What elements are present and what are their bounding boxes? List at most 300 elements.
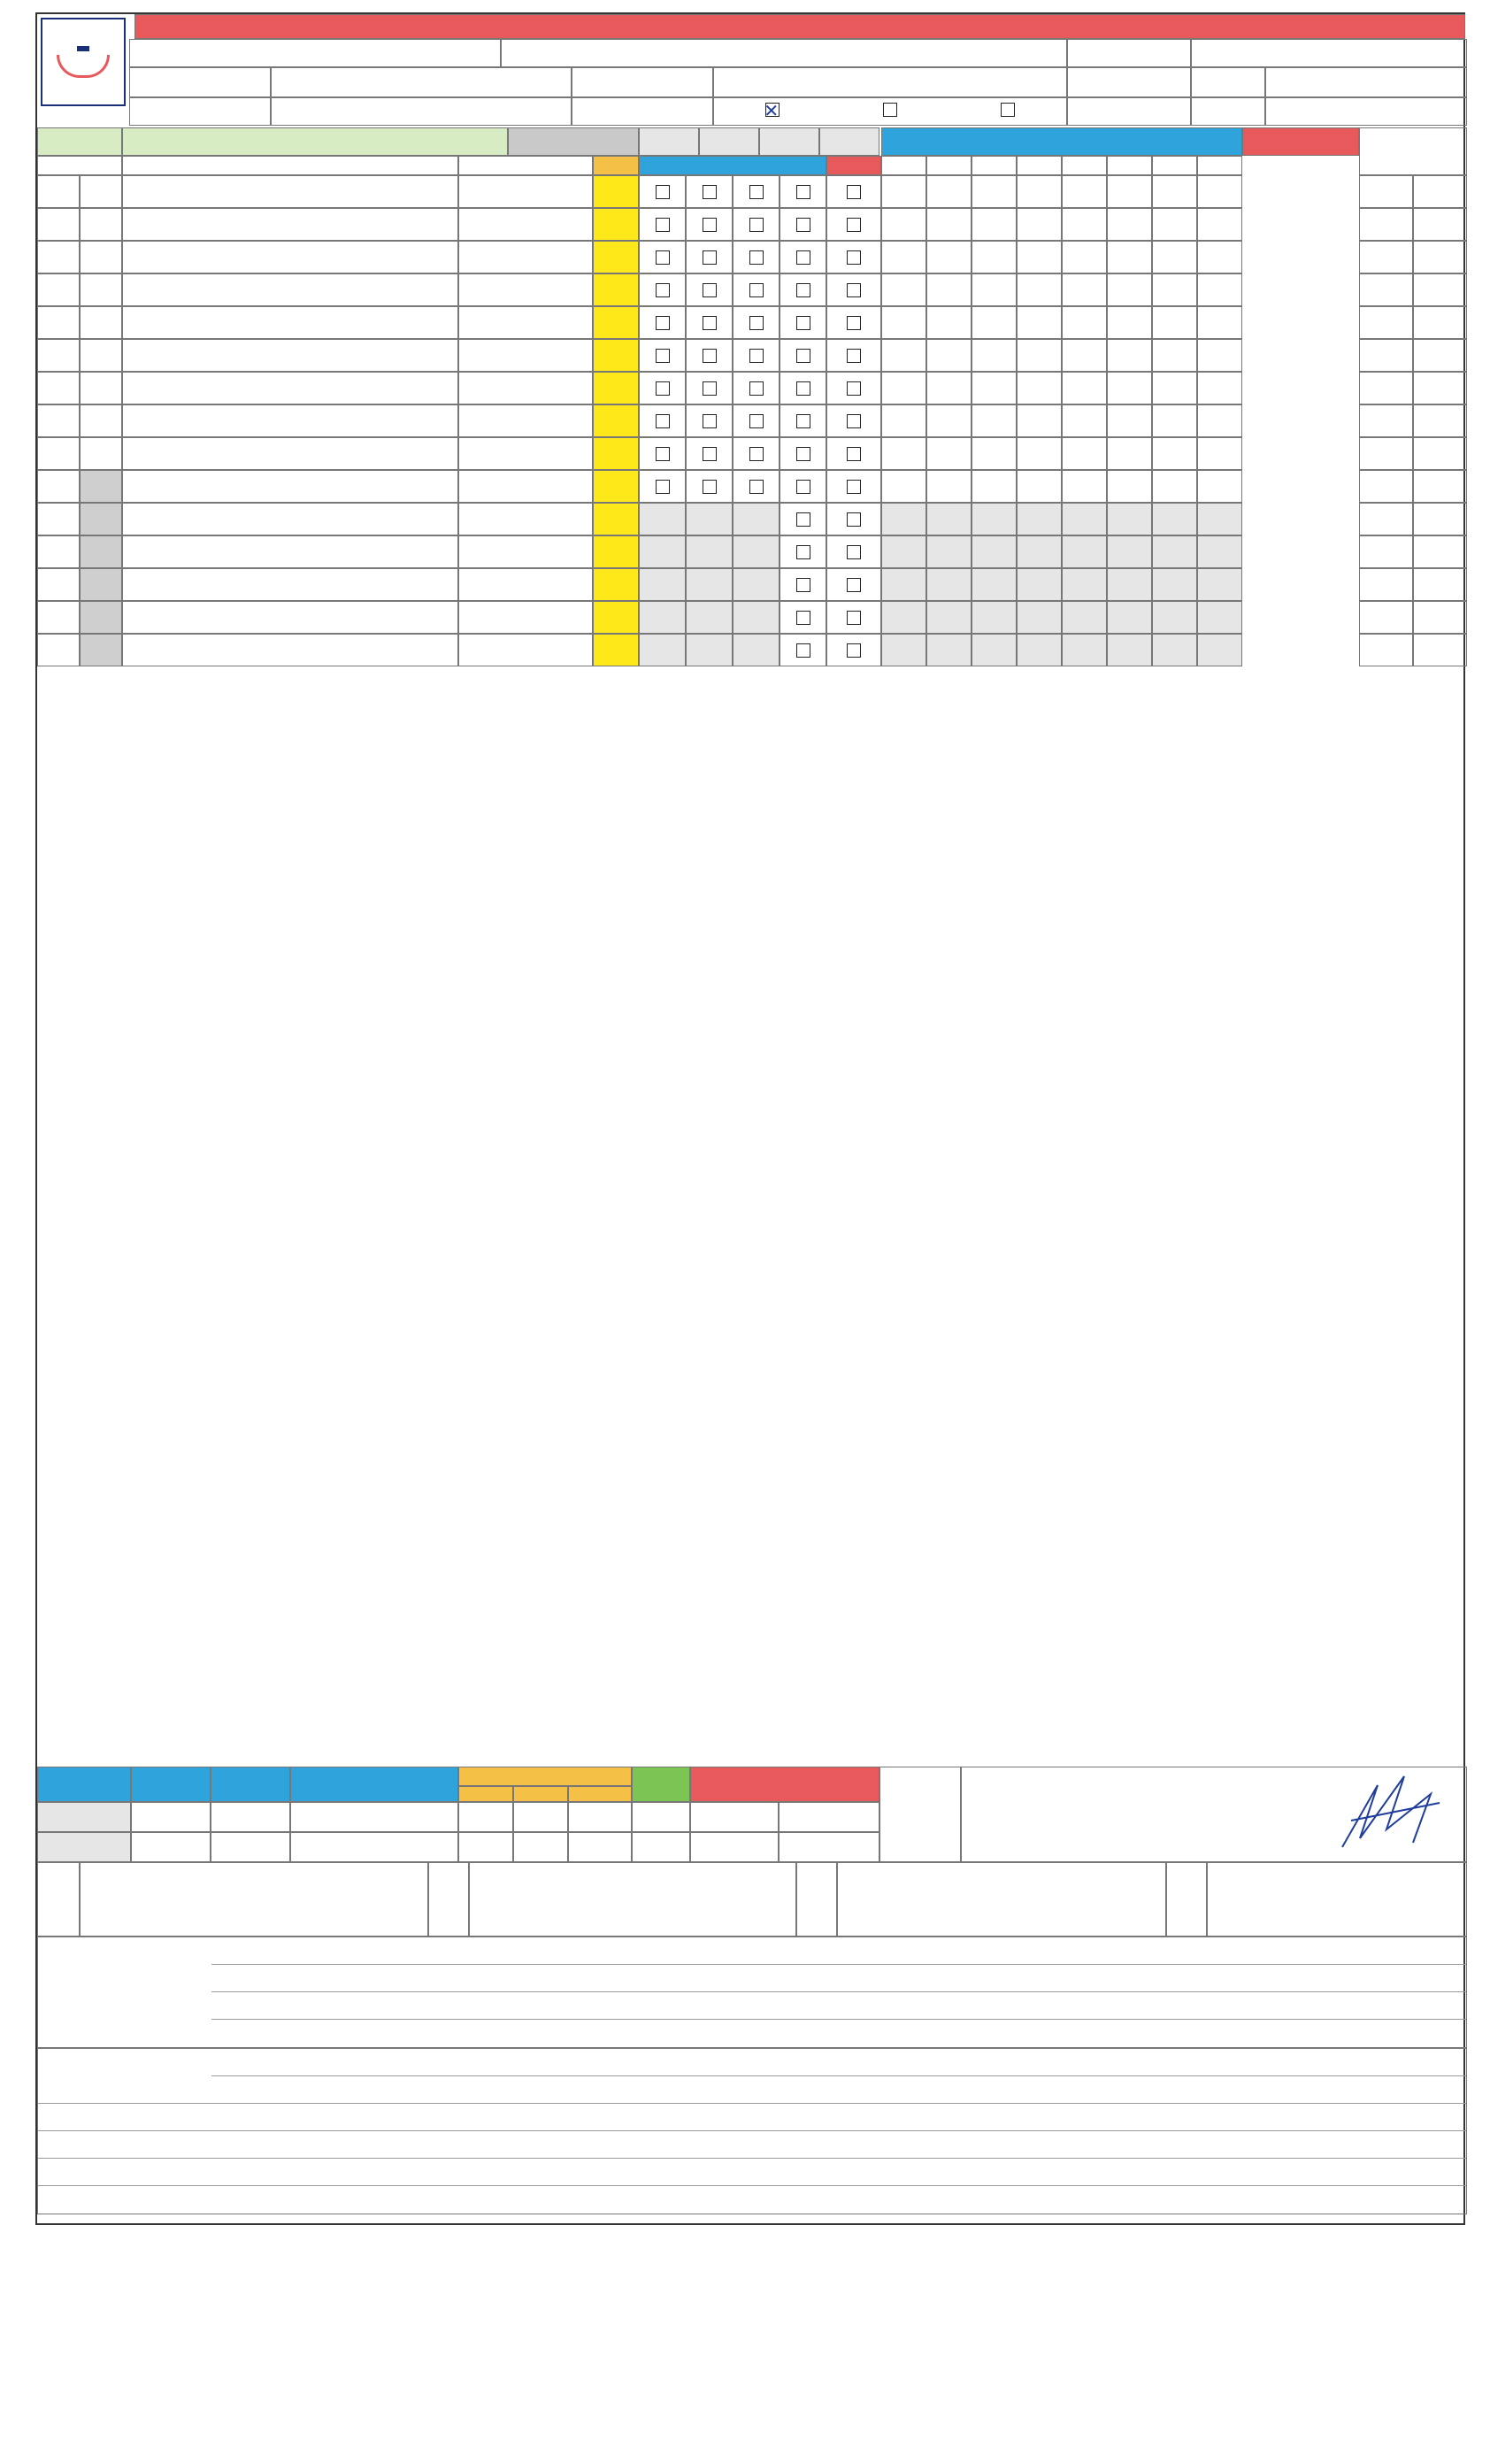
local-inf-cell[interactable]: [972, 535, 1017, 568]
local-row-number[interactable]: [80, 306, 122, 339]
local-inf-cell[interactable]: [1017, 470, 1062, 503]
local-inf-cell[interactable]: [1017, 437, 1062, 470]
local-inf-cell[interactable]: [1062, 634, 1107, 666]
local-falta-right[interactable]: [1413, 175, 1467, 208]
local-inf-col: [1107, 156, 1152, 175]
local-card-checkbox[interactable]: [796, 447, 810, 461]
local-row-carnet[interactable]: [458, 437, 593, 470]
local-row-name[interactable]: [122, 339, 458, 372]
local-card-checkbox[interactable]: [656, 480, 670, 494]
local-inf-cell[interactable]: [1017, 634, 1062, 666]
local-row-carnet[interactable]: [458, 535, 593, 568]
local-card-checkbox[interactable]: [749, 349, 764, 363]
local-row-azul-cell: [686, 634, 733, 666]
local-inf-cell[interactable]: [881, 634, 926, 666]
local-row-carnet[interactable]: [458, 306, 593, 339]
local-row-carnet[interactable]: [458, 273, 593, 306]
local-falta-right[interactable]: [1413, 273, 1467, 306]
local-sup1: [458, 1802, 513, 1832]
local-inf-cell[interactable]: [1062, 470, 1107, 503]
local-inf-cell[interactable]: [881, 437, 926, 470]
local-inf-cell[interactable]: [1017, 339, 1062, 372]
local-inf-cell[interactable]: [972, 503, 1017, 535]
local-row-amon[interactable]: [593, 535, 639, 568]
local-inf-cell[interactable]: [1107, 568, 1152, 601]
local-falta-right[interactable]: [1413, 241, 1467, 273]
local-inf-cell[interactable]: [1197, 470, 1242, 503]
local-row-number[interactable]: [80, 601, 122, 634]
local-inf-cell[interactable]: [1017, 208, 1062, 241]
director-signature: [1325, 1767, 1457, 1862]
local-row-number[interactable]: [80, 470, 122, 503]
local-red-card-checkbox[interactable]: [847, 185, 861, 199]
local-falta-left[interactable]: [1359, 634, 1413, 666]
local-row-amon[interactable]: [593, 568, 639, 601]
local-inf-cell[interactable]: [1152, 568, 1197, 601]
local-inf-cell[interactable]: [1062, 208, 1107, 241]
local-card-checkbox[interactable]: [749, 185, 764, 199]
local-inf-cell[interactable]: [926, 535, 972, 568]
local-inf-cell[interactable]: [1197, 634, 1242, 666]
local-card-checkbox[interactable]: [749, 480, 764, 494]
local-card-checkbox[interactable]: [703, 480, 717, 494]
local-inf-cell[interactable]: [1017, 273, 1062, 306]
local-row-name[interactable]: [122, 503, 458, 535]
local-row-number[interactable]: [80, 339, 122, 372]
local-red-card-checkbox[interactable]: [847, 578, 861, 592]
local-inf-cell[interactable]: [926, 568, 972, 601]
local-inf-cell[interactable]: [926, 306, 972, 339]
local-card-checkbox[interactable]: [796, 250, 810, 265]
local-row-name[interactable]: [122, 273, 458, 306]
local-falta-left[interactable]: [1359, 470, 1413, 503]
local-inf-cell[interactable]: [1017, 404, 1062, 437]
local-row-role: [37, 535, 80, 568]
local-red-card-checkbox[interactable]: [847, 218, 861, 232]
local-row-carnet[interactable]: [458, 208, 593, 241]
local-card-checkbox[interactable]: [749, 283, 764, 297]
local-inf-cell[interactable]: [881, 175, 926, 208]
local-inferioridad-short: [1242, 127, 1359, 156]
local-falta-left[interactable]: [1359, 437, 1413, 470]
local-row-name[interactable]: [122, 241, 458, 273]
local-inf-cell[interactable]: [972, 372, 1017, 404]
local-row-carnet[interactable]: [458, 503, 593, 535]
local-inf-cell[interactable]: [1152, 175, 1197, 208]
local-inf-cell[interactable]: [972, 339, 1017, 372]
local-row-name[interactable]: [122, 372, 458, 404]
local-row-name[interactable]: [122, 404, 458, 437]
mixta-option[interactable]: [1001, 103, 1015, 121]
local-card-checkbox[interactable]: [749, 447, 764, 461]
local-period-header: [639, 127, 699, 156]
local-card-checkbox[interactable]: [703, 218, 717, 232]
local-card-checkbox[interactable]: [796, 218, 810, 232]
local-inf-cell[interactable]: [1062, 404, 1107, 437]
local-inf-cell[interactable]: [881, 306, 926, 339]
local-card-checkbox[interactable]: [796, 512, 810, 527]
local-row-number[interactable]: [80, 535, 122, 568]
local-red-card-checkbox[interactable]: [847, 643, 861, 658]
local-red-card-checkbox[interactable]: [847, 250, 861, 265]
local-falta-left[interactable]: [1359, 503, 1413, 535]
local-inf-cell[interactable]: [1062, 437, 1107, 470]
local-inf-cell[interactable]: [1152, 306, 1197, 339]
local-falta-right[interactable]: [1413, 634, 1467, 666]
local-inf-cell[interactable]: [926, 273, 972, 306]
local-card-checkbox[interactable]: [796, 611, 810, 625]
local-inf-cell[interactable]: [1197, 372, 1242, 404]
local-card-checkbox[interactable]: [656, 381, 670, 396]
local-inf-cell[interactable]: [926, 372, 972, 404]
local-inf-cell[interactable]: [1017, 535, 1062, 568]
local-card-checkbox[interactable]: [656, 283, 670, 297]
local-row-amon[interactable]: [593, 339, 639, 372]
fecha-value: [1265, 67, 1467, 97]
local-falta-left[interactable]: [1359, 372, 1413, 404]
local-row-number[interactable]: [80, 568, 122, 601]
local-inf-cell[interactable]: [1062, 273, 1107, 306]
local-row-amon[interactable]: [593, 634, 639, 666]
local-inf-cell[interactable]: [926, 634, 972, 666]
local-inf-cell[interactable]: [972, 273, 1017, 306]
local-inf-cell[interactable]: [881, 470, 926, 503]
local-card-checkbox[interactable]: [749, 218, 764, 232]
visita-sup1: [458, 1832, 513, 1862]
local-inf-cell[interactable]: [1017, 372, 1062, 404]
local-row-name[interactable]: [122, 601, 458, 634]
local-card-checkbox[interactable]: [749, 381, 764, 396]
local-inf-cell[interactable]: [1062, 535, 1107, 568]
local-card-checkbox[interactable]: [796, 283, 810, 297]
local-card-checkbox[interactable]: [703, 414, 717, 428]
local-inf-cell[interactable]: [1197, 241, 1242, 273]
local-row-carnet[interactable]: [458, 470, 593, 503]
local-card-checkbox[interactable]: [796, 643, 810, 658]
local-inf-cell[interactable]: [1107, 634, 1152, 666]
local-card-checkbox[interactable]: [796, 349, 810, 363]
local-row-name[interactable]: [122, 175, 458, 208]
local-row-number[interactable]: [80, 175, 122, 208]
local-inf-cell[interactable]: [1062, 568, 1107, 601]
local-row-roja-cell: [826, 208, 881, 241]
local-red-card-checkbox[interactable]: [847, 414, 861, 428]
local-inf-cell[interactable]: [1152, 503, 1197, 535]
local-row-role: [37, 306, 80, 339]
local-inf-cell[interactable]: [881, 372, 926, 404]
obs-line: [211, 2049, 1466, 2076]
local-inf-cell[interactable]: [1107, 470, 1152, 503]
local-inf-cell[interactable]: [1017, 568, 1062, 601]
local-inf-cell[interactable]: [1197, 273, 1242, 306]
local-inf-cell[interactable]: [1197, 339, 1242, 372]
local-row-number[interactable]: [80, 208, 122, 241]
local-red-card-checkbox[interactable]: [847, 611, 861, 625]
local-red-card-checkbox[interactable]: [847, 480, 861, 494]
local-inf-cell[interactable]: [881, 404, 926, 437]
local-inf-cell[interactable]: [1107, 601, 1152, 634]
local-inf-cell[interactable]: [1152, 404, 1197, 437]
local-inf-cell[interactable]: [972, 404, 1017, 437]
local-falta-right[interactable]: [1413, 339, 1467, 372]
local-inf-cell[interactable]: [972, 568, 1017, 601]
local-inf-cell[interactable]: [972, 634, 1017, 666]
local-inf-cell[interactable]: [972, 208, 1017, 241]
local-row-amon[interactable]: [593, 601, 639, 634]
local-inf-cell[interactable]: [1152, 273, 1197, 306]
local-card-checkbox[interactable]: [796, 480, 810, 494]
local-falta-left[interactable]: [1359, 241, 1413, 273]
local-inf-cell[interactable]: [881, 273, 926, 306]
local-card-checkbox[interactable]: [656, 447, 670, 461]
local-inf-cell[interactable]: [1107, 208, 1152, 241]
local-falta-left[interactable]: [1359, 601, 1413, 634]
local-inf-cell[interactable]: [1062, 372, 1107, 404]
local-row-amon[interactable]: [593, 503, 639, 535]
local-inf-cell[interactable]: [1107, 404, 1152, 437]
local-inf-cell[interactable]: [1152, 241, 1197, 273]
local-inf-cell[interactable]: [972, 437, 1017, 470]
local-row-amon[interactable]: [593, 241, 639, 273]
local-card-checkbox[interactable]: [656, 316, 670, 330]
local-inf-cell[interactable]: [1062, 503, 1107, 535]
local-row-carnet[interactable]: [458, 241, 593, 273]
local-row-amon[interactable]: [593, 437, 639, 470]
local-row-name[interactable]: [122, 568, 458, 601]
local-falta-right[interactable]: [1413, 503, 1467, 535]
local-inf-cell[interactable]: [926, 470, 972, 503]
local-inf-cell[interactable]: [1107, 339, 1152, 372]
local-row-amon[interactable]: [593, 208, 639, 241]
local-row-azul-cell: [686, 404, 733, 437]
local-red-card-checkbox[interactable]: [847, 349, 861, 363]
local-inf-cell[interactable]: [1197, 535, 1242, 568]
local-row-carnet[interactable]: [458, 568, 593, 601]
local-red-card-checkbox[interactable]: [847, 545, 861, 559]
local-row-number[interactable]: [80, 273, 122, 306]
local-inf-cell[interactable]: [1017, 241, 1062, 273]
local-falta-right[interactable]: [1413, 404, 1467, 437]
local-inf-cell[interactable]: [1062, 601, 1107, 634]
local-row-carnet[interactable]: [458, 601, 593, 634]
local-row-name[interactable]: [122, 306, 458, 339]
local-inf-cell[interactable]: [1152, 339, 1197, 372]
local-inf-cell[interactable]: [1107, 535, 1152, 568]
local-red-card-checkbox[interactable]: [847, 447, 861, 461]
local-inf-cell[interactable]: [1017, 306, 1062, 339]
local-falta-left[interactable]: [1359, 208, 1413, 241]
local-card-checkbox[interactable]: [749, 250, 764, 265]
local-falta-right[interactable]: [1413, 601, 1467, 634]
final-visita-label: [690, 1832, 779, 1862]
local-row-amon[interactable]: [593, 372, 639, 404]
local-inf-cell[interactable]: [881, 568, 926, 601]
local-inf-cell[interactable]: [926, 241, 972, 273]
local-falta-left[interactable]: [1359, 404, 1413, 437]
local-row-number[interactable]: [80, 241, 122, 273]
local-falta-right[interactable]: [1413, 535, 1467, 568]
local-row-azul-cell: [686, 208, 733, 241]
local-card-checkbox[interactable]: [656, 250, 670, 265]
local-row-carnet[interactable]: [458, 404, 593, 437]
local-row-role: [37, 175, 80, 208]
local-card-checkbox[interactable]: [796, 545, 810, 559]
local-falta-left[interactable]: [1359, 568, 1413, 601]
local-inf-cell[interactable]: [1152, 372, 1197, 404]
local-inf-cell[interactable]: [1152, 535, 1197, 568]
local-card-checkbox[interactable]: [796, 578, 810, 592]
local-inf-cell[interactable]: [881, 503, 926, 535]
local-row-azul-cell: [639, 568, 686, 601]
local-inf-cell[interactable]: [1017, 503, 1062, 535]
local-falta-right[interactable]: [1413, 306, 1467, 339]
local-inf-cell[interactable]: [1017, 175, 1062, 208]
local-inf-cell[interactable]: [926, 339, 972, 372]
local-inf-cell[interactable]: [881, 339, 926, 372]
local-card-checkbox[interactable]: [656, 349, 670, 363]
local-card-checkbox[interactable]: [796, 414, 810, 428]
local-row-number[interactable]: [80, 634, 122, 666]
local-card-checkbox[interactable]: [656, 185, 670, 199]
local-row-carnet[interactable]: [458, 634, 593, 666]
local-inf-cell[interactable]: [881, 535, 926, 568]
local-inf-cell[interactable]: [1197, 568, 1242, 601]
local-inf-cell[interactable]: [1107, 437, 1152, 470]
local-inf-cell[interactable]: [1197, 404, 1242, 437]
local-card-checkbox[interactable]: [703, 316, 717, 330]
local-inf-cell[interactable]: [926, 208, 972, 241]
local-falta-right[interactable]: [1413, 568, 1467, 601]
local-row-name[interactable]: [122, 208, 458, 241]
damas-checkbox[interactable]: [883, 103, 897, 117]
local-red-card-checkbox[interactable]: [847, 512, 861, 527]
local-row-carnet[interactable]: [458, 175, 593, 208]
local-row-amon[interactable]: [593, 273, 639, 306]
local-card-checkbox[interactable]: [703, 283, 717, 297]
local-falta-right[interactable]: [1413, 208, 1467, 241]
campeonato-value: [501, 39, 1067, 67]
local-card-checkbox[interactable]: [703, 349, 717, 363]
local-col-carnet: [458, 156, 593, 175]
local-inf-cell[interactable]: [881, 241, 926, 273]
local-row-carnet[interactable]: [458, 339, 593, 372]
local-inf-cell[interactable]: [1017, 601, 1062, 634]
local-card-checkbox[interactable]: [796, 381, 810, 396]
local-row-amon[interactable]: [593, 306, 639, 339]
local-row-number[interactable]: [80, 404, 122, 437]
local-inf-cell[interactable]: [1152, 601, 1197, 634]
local-inf-cell[interactable]: [1107, 175, 1152, 208]
local-inf-cell[interactable]: [881, 601, 926, 634]
varones-checkbox[interactable]: [764, 101, 780, 121]
local-inf-cell[interactable]: [1152, 437, 1197, 470]
visita-t1-score: [131, 1832, 211, 1862]
local-falta-left[interactable]: [1359, 175, 1413, 208]
local-red-card-checkbox[interactable]: [847, 283, 861, 297]
local-card-checkbox[interactable]: [749, 414, 764, 428]
local-row-name[interactable]: [122, 470, 458, 503]
local-inf-cell[interactable]: [972, 306, 1017, 339]
local-inf-cell[interactable]: [1107, 372, 1152, 404]
obs-line: [211, 1992, 1466, 2020]
local-falta-left[interactable]: [1359, 306, 1413, 339]
local-row-amon[interactable]: [593, 175, 639, 208]
local-row-amon[interactable]: [593, 404, 639, 437]
local-inf-cell[interactable]: [1107, 273, 1152, 306]
local-row-amon[interactable]: [593, 470, 639, 503]
local-card-checkbox[interactable]: [796, 316, 810, 330]
local-row-name[interactable]: [122, 634, 458, 666]
local-card-checkbox[interactable]: [703, 381, 717, 396]
local-falta-right[interactable]: [1413, 470, 1467, 503]
local-row-azul-cell: [733, 437, 780, 470]
local-inf-cell[interactable]: [926, 503, 972, 535]
local-inf-cell[interactable]: [1062, 306, 1107, 339]
local-red-card-checkbox[interactable]: [847, 381, 861, 396]
local-card-checkbox[interactable]: [703, 447, 717, 461]
local-card-checkbox[interactable]: [656, 218, 670, 232]
local-falta-left[interactable]: [1359, 273, 1413, 306]
local-row-name[interactable]: [122, 437, 458, 470]
local-inf-cell[interactable]: [1152, 634, 1197, 666]
local-row-carnet[interactable]: [458, 372, 593, 404]
obs-line: [38, 2159, 1466, 2186]
local-red-card-checkbox[interactable]: [847, 316, 861, 330]
local-inf-cell[interactable]: [1197, 208, 1242, 241]
local-row-name[interactable]: [122, 535, 458, 568]
local-row-number[interactable]: [80, 503, 122, 535]
local-row-number[interactable]: [80, 372, 122, 404]
damas-option[interactable]: [883, 103, 897, 121]
local-inf-cell[interactable]: [926, 175, 972, 208]
local-inf-cell[interactable]: [1197, 175, 1242, 208]
local-card-checkbox[interactable]: [656, 414, 670, 428]
local-inf-cell[interactable]: [1062, 339, 1107, 372]
varones-option[interactable]: [765, 103, 780, 121]
local-card-checkbox[interactable]: [796, 185, 810, 199]
local-inf-cell[interactable]: [1197, 306, 1242, 339]
local-inf-cell[interactable]: [1197, 503, 1242, 535]
local-inf-cell[interactable]: [926, 601, 972, 634]
local-inf-cell[interactable]: [1152, 470, 1197, 503]
local-card-checkbox[interactable]: [703, 185, 717, 199]
local-row-number[interactable]: [80, 437, 122, 470]
local-inf-cell[interactable]: [1062, 241, 1107, 273]
local-falta-right[interactable]: [1413, 437, 1467, 470]
local-inf-cell[interactable]: [926, 437, 972, 470]
local-falta-left[interactable]: [1359, 535, 1413, 568]
local-inf-cell[interactable]: [972, 470, 1017, 503]
local-inf-cell[interactable]: [972, 601, 1017, 634]
local-inf-cell[interactable]: [1197, 601, 1242, 634]
local-inf-cell[interactable]: [972, 241, 1017, 273]
local-inf-cell[interactable]: [1152, 208, 1197, 241]
local-inf-cell[interactable]: [926, 404, 972, 437]
local-inf-cell[interactable]: [1107, 306, 1152, 339]
local-inf-cell[interactable]: [972, 175, 1017, 208]
local-inf-cell[interactable]: [1197, 437, 1242, 470]
local-inf-cell[interactable]: [1107, 503, 1152, 535]
mixta-checkbox[interactable]: [1001, 103, 1015, 117]
local-card-checkbox[interactable]: [703, 250, 717, 265]
local-inf-cell[interactable]: [1062, 175, 1107, 208]
local-inf-cell[interactable]: [1107, 241, 1152, 273]
local-falta-right[interactable]: [1413, 372, 1467, 404]
local-falta-left[interactable]: [1359, 339, 1413, 372]
local-card-checkbox[interactable]: [749, 316, 764, 330]
local-inf-cell[interactable]: [881, 208, 926, 241]
local-row-roja-cell: [826, 241, 881, 273]
